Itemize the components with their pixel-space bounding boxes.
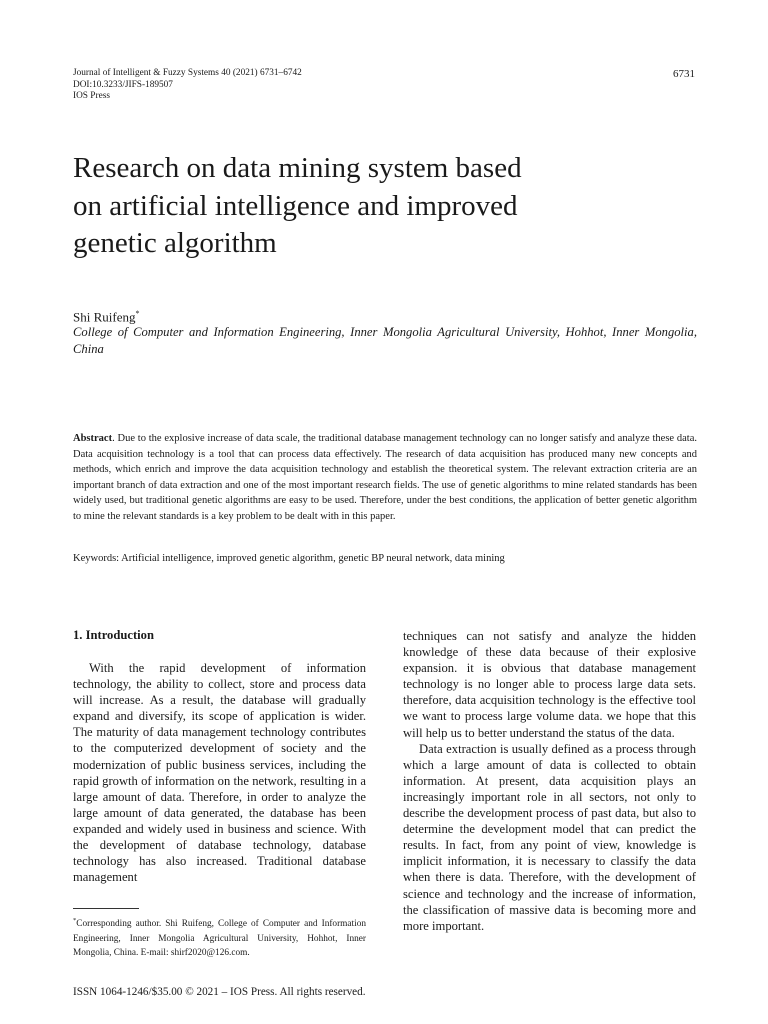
author-affiliation: College of Computer and Information Engineering, Inner Mongolia Agricultural University, Hohhot, Inner Mongolia, China: [73, 325, 697, 356]
section-heading: 1. Introduction: [73, 628, 154, 642]
running-header: [73, 68, 302, 103]
publisher: IOS Press: [73, 91, 110, 101]
page-number: 6731: [673, 68, 695, 80]
left-column: [73, 660, 366, 885]
footnote-mark: *: [73, 917, 77, 924]
journal-citation: Journal of Intelligent & Fuzzy Systems 40 (2021) 6731–6742: [73, 68, 302, 78]
author: [73, 306, 139, 325]
footnote-rule: [73, 908, 139, 909]
author-name: Shi Ruifeng: [73, 309, 136, 325]
abstract-text: . Due to the explosive increase of data scale, the traditional database management technology can no longer satisfy and analyze these data. Data acquisition technology is a tool that can process data effectively. The research of data acquisition has produced many new concepts and methods, which enrich and improve the data acquisition technology and establish the theoretical system. The relevant extraction criteria are an important branch of data extraction and one of the most important research fields. The use of genetic algorithms to mine related standards has been widely used, but traditional genetic algorithms are easy to be used. Therefore, under the best conditions, the application of better genetic algorithm to mine the relevant standards is a key problem to be dealt with in this paper.: [73, 433, 697, 522]
title-line-3: genetic algorithm: [73, 227, 277, 259]
body-paragraph: techniques can not satisfy and analyze the hidden knowledge of these data because of their explosive expansion. it is obvious that database management technology is no longer able to process large data sets. therefore, data acquisition technology is the effective tool we want to process large volume data. we hope that this will help us to better understand the status of the data.: [403, 629, 696, 740]
right-column: [403, 628, 696, 934]
paper-title: [73, 150, 713, 263]
abstract: [73, 431, 697, 525]
footnote-text: Corresponding author. Shi Ruifeng, College of Computer and Information Engineering, Inner Mongolia Agricultural University, Hohhot, Inner Mongolia, China. E-mail: shirf2020@126.com.: [73, 919, 366, 959]
abstract-label: Abstract: [73, 433, 113, 444]
title-line-2: on artificial intelligence and improved: [73, 189, 518, 222]
body-paragraph: With the rapid development of information technology, the ability to collect, store and process data will increase. As a result, the database will gradually expand and diversify, its scope of application is wider. The maturity of data management technology contributes to the computerized development of society and the modernization of public business services, including the rapid growth of information on the network, resulting in a large amount of data. Therefore, in order to analyze the large amount of data generated, the database has been expanded and widely used in business and science. With the development of database technology, database technology has also increased. Traditional database management: [73, 661, 366, 885]
keywords: Keywords: Artificial intelligence, improved genetic algorithm, genetic BP neural network, data mining: [73, 553, 505, 564]
issn-copyright: ISSN 1064-1246/$35.00 © 2021 – IOS Press. All rights reserved.: [73, 986, 366, 998]
title-line-1: Research on data mining system based: [73, 152, 522, 184]
footnote: [73, 914, 366, 961]
body-paragraph: Data extraction is usually defined as a process through which a large amount of data is collected to obtain information. At present, data acquisition plays an increasingly important role in all sectors, not only to describe the development process of past data, but also to determine the development model that can predict the results. In fact, from any point of view, knowledge is implicit information, it is necessary to classify the data when there is data. Therefore, with the development of science and technology and the increase of information, the classification of massive data is becoming more and more important.: [403, 741, 696, 933]
doi: DOI:10.3233/JIFS-189507: [73, 79, 173, 90]
author-mark: *: [135, 309, 140, 318]
